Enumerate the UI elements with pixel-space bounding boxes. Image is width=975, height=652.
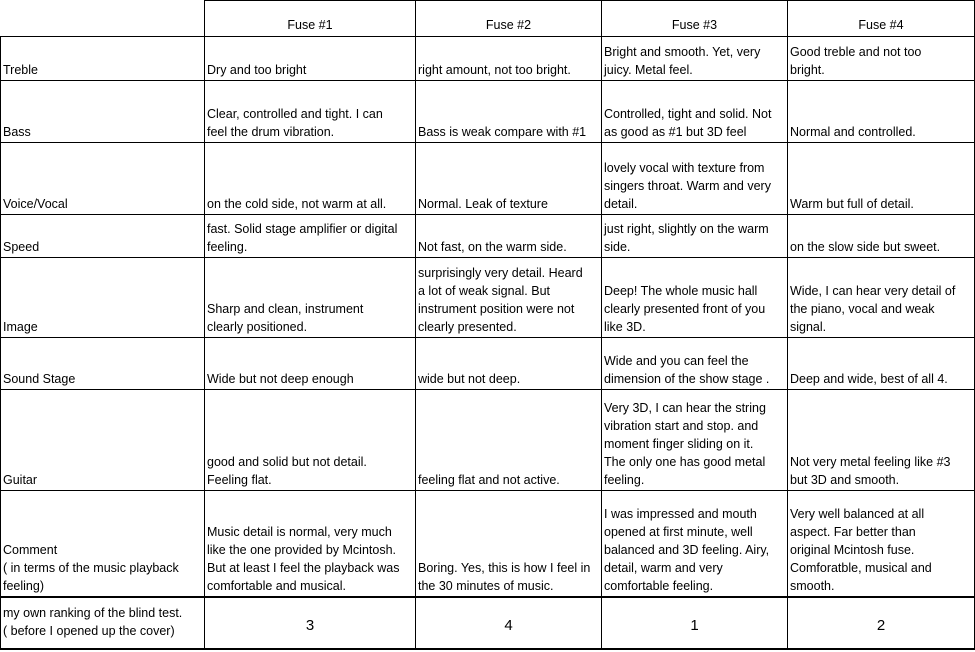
table-cell: lovely vocal with texture from singers throat. Warm and very detail.: [602, 143, 788, 215]
table-cell: Dry and too bright: [205, 37, 416, 81]
table-cell: Very well balanced at all aspect. Far better than original Mcintosh fuse. Comforatble, musical and smooth.: [788, 491, 975, 597]
table-row: [1, 143, 975, 215]
header-fuse-1: Fuse #1: [205, 1, 416, 37]
table-cell: just right, slightly on the warm side.: [602, 215, 788, 258]
row-label-sound-stage: Sound Stage: [1, 338, 205, 390]
table-cell: Music detail is normal, very much like the one provided by Mcintosh. But at least I feel the playback was comfortable and musical.: [205, 491, 416, 597]
table-cell: Deep and wide, best of all 4.: [788, 338, 975, 390]
row-label-voice-vocal: Voice/Vocal: [1, 143, 205, 215]
table-cell: Wide but not deep enough: [205, 338, 416, 390]
table-row: [1, 338, 975, 390]
table-cell: Warm but full of detail.: [788, 143, 975, 215]
table-cell: on the cold side, not warm at all.: [205, 143, 416, 215]
table-cell: Boring. Yes, this is how I feel in the 30 minutes of music.: [416, 491, 602, 597]
table-cell: I was impressed and mouth opened at first minute, well balanced and 3D feeling. Airy, detail, warm and very comfortable feeling.: [602, 491, 788, 597]
table-cell: Bass is weak compare with #1: [416, 81, 602, 143]
header-corner-cell: [1, 1, 205, 37]
rank-fuse-3: 1: [602, 597, 788, 649]
table-cell: good and solid but not detail. Feeling flat.: [205, 390, 416, 491]
row-label-guitar: Guitar: [1, 390, 205, 491]
row-label-speed: Speed: [1, 215, 205, 258]
table-row: [1, 258, 975, 338]
table-cell: Good treble and not too bright.: [788, 37, 975, 81]
table-cell: Normal. Leak of texture: [416, 143, 602, 215]
header-fuse-2: Fuse #2: [416, 1, 602, 37]
rank-fuse-2: 4: [416, 597, 602, 649]
table-cell: Clear, controlled and tight. I can feel the drum vibration.: [205, 81, 416, 143]
rank-fuse-1: 3: [205, 597, 416, 649]
table-cell: fast. Solid stage amplifier or digital feeling.: [205, 215, 416, 258]
table-row: [1, 491, 975, 597]
table-cell: Wide and you can feel the dimension of the show stage .: [602, 338, 788, 390]
row-label-comment: Comment ( in terms of the music playback feeling): [1, 491, 205, 597]
table-cell: Very 3D, I can hear the string vibration start and stop. and moment finger sliding on it. The only one has good metal feeling.: [602, 390, 788, 491]
table-row: [1, 81, 975, 143]
ranking-row: [1, 597, 975, 649]
table-cell: surprisingly very detail. Heard a lot of weak signal. But instrument position were not clearly presented.: [416, 258, 602, 338]
header-row: [1, 1, 975, 37]
table-cell: Sharp and clean, instrument clearly positioned.: [205, 258, 416, 338]
table-row: [1, 390, 975, 491]
table-cell: Bright and smooth. Yet, very juicy. Metal feel.: [602, 37, 788, 81]
table-cell: Normal and controlled.: [788, 81, 975, 143]
table-cell: Wide, I can hear very detail of the piano, vocal and weak signal.: [788, 258, 975, 338]
table-row: [1, 37, 975, 81]
rank-fuse-4: 2: [788, 597, 975, 649]
table-cell: right amount, not too bright.: [416, 37, 602, 81]
row-label-ranking: my own ranking of the blind test. ( before I opened up the cover): [1, 597, 205, 649]
table-cell: Not fast, on the warm side.: [416, 215, 602, 258]
row-label-image: Image: [1, 258, 205, 338]
row-label-treble: Treble: [1, 37, 205, 81]
table-cell: Controlled, tight and solid. Not as good as #1 but 3D feel: [602, 81, 788, 143]
table-cell: feeling flat and not active.: [416, 390, 602, 491]
header-fuse-3: Fuse #3: [602, 1, 788, 37]
table-cell: wide but not deep.: [416, 338, 602, 390]
table-row: [1, 215, 975, 258]
table-cell: Not very metal feeling like #3 but 3D and smooth.: [788, 390, 975, 491]
row-label-bass: Bass: [1, 81, 205, 143]
table-cell: on the slow side but sweet.: [788, 215, 975, 258]
header-fuse-4: Fuse #4: [788, 1, 975, 37]
table-cell: Deep! The whole music hall clearly presented front of you like 3D.: [602, 258, 788, 338]
